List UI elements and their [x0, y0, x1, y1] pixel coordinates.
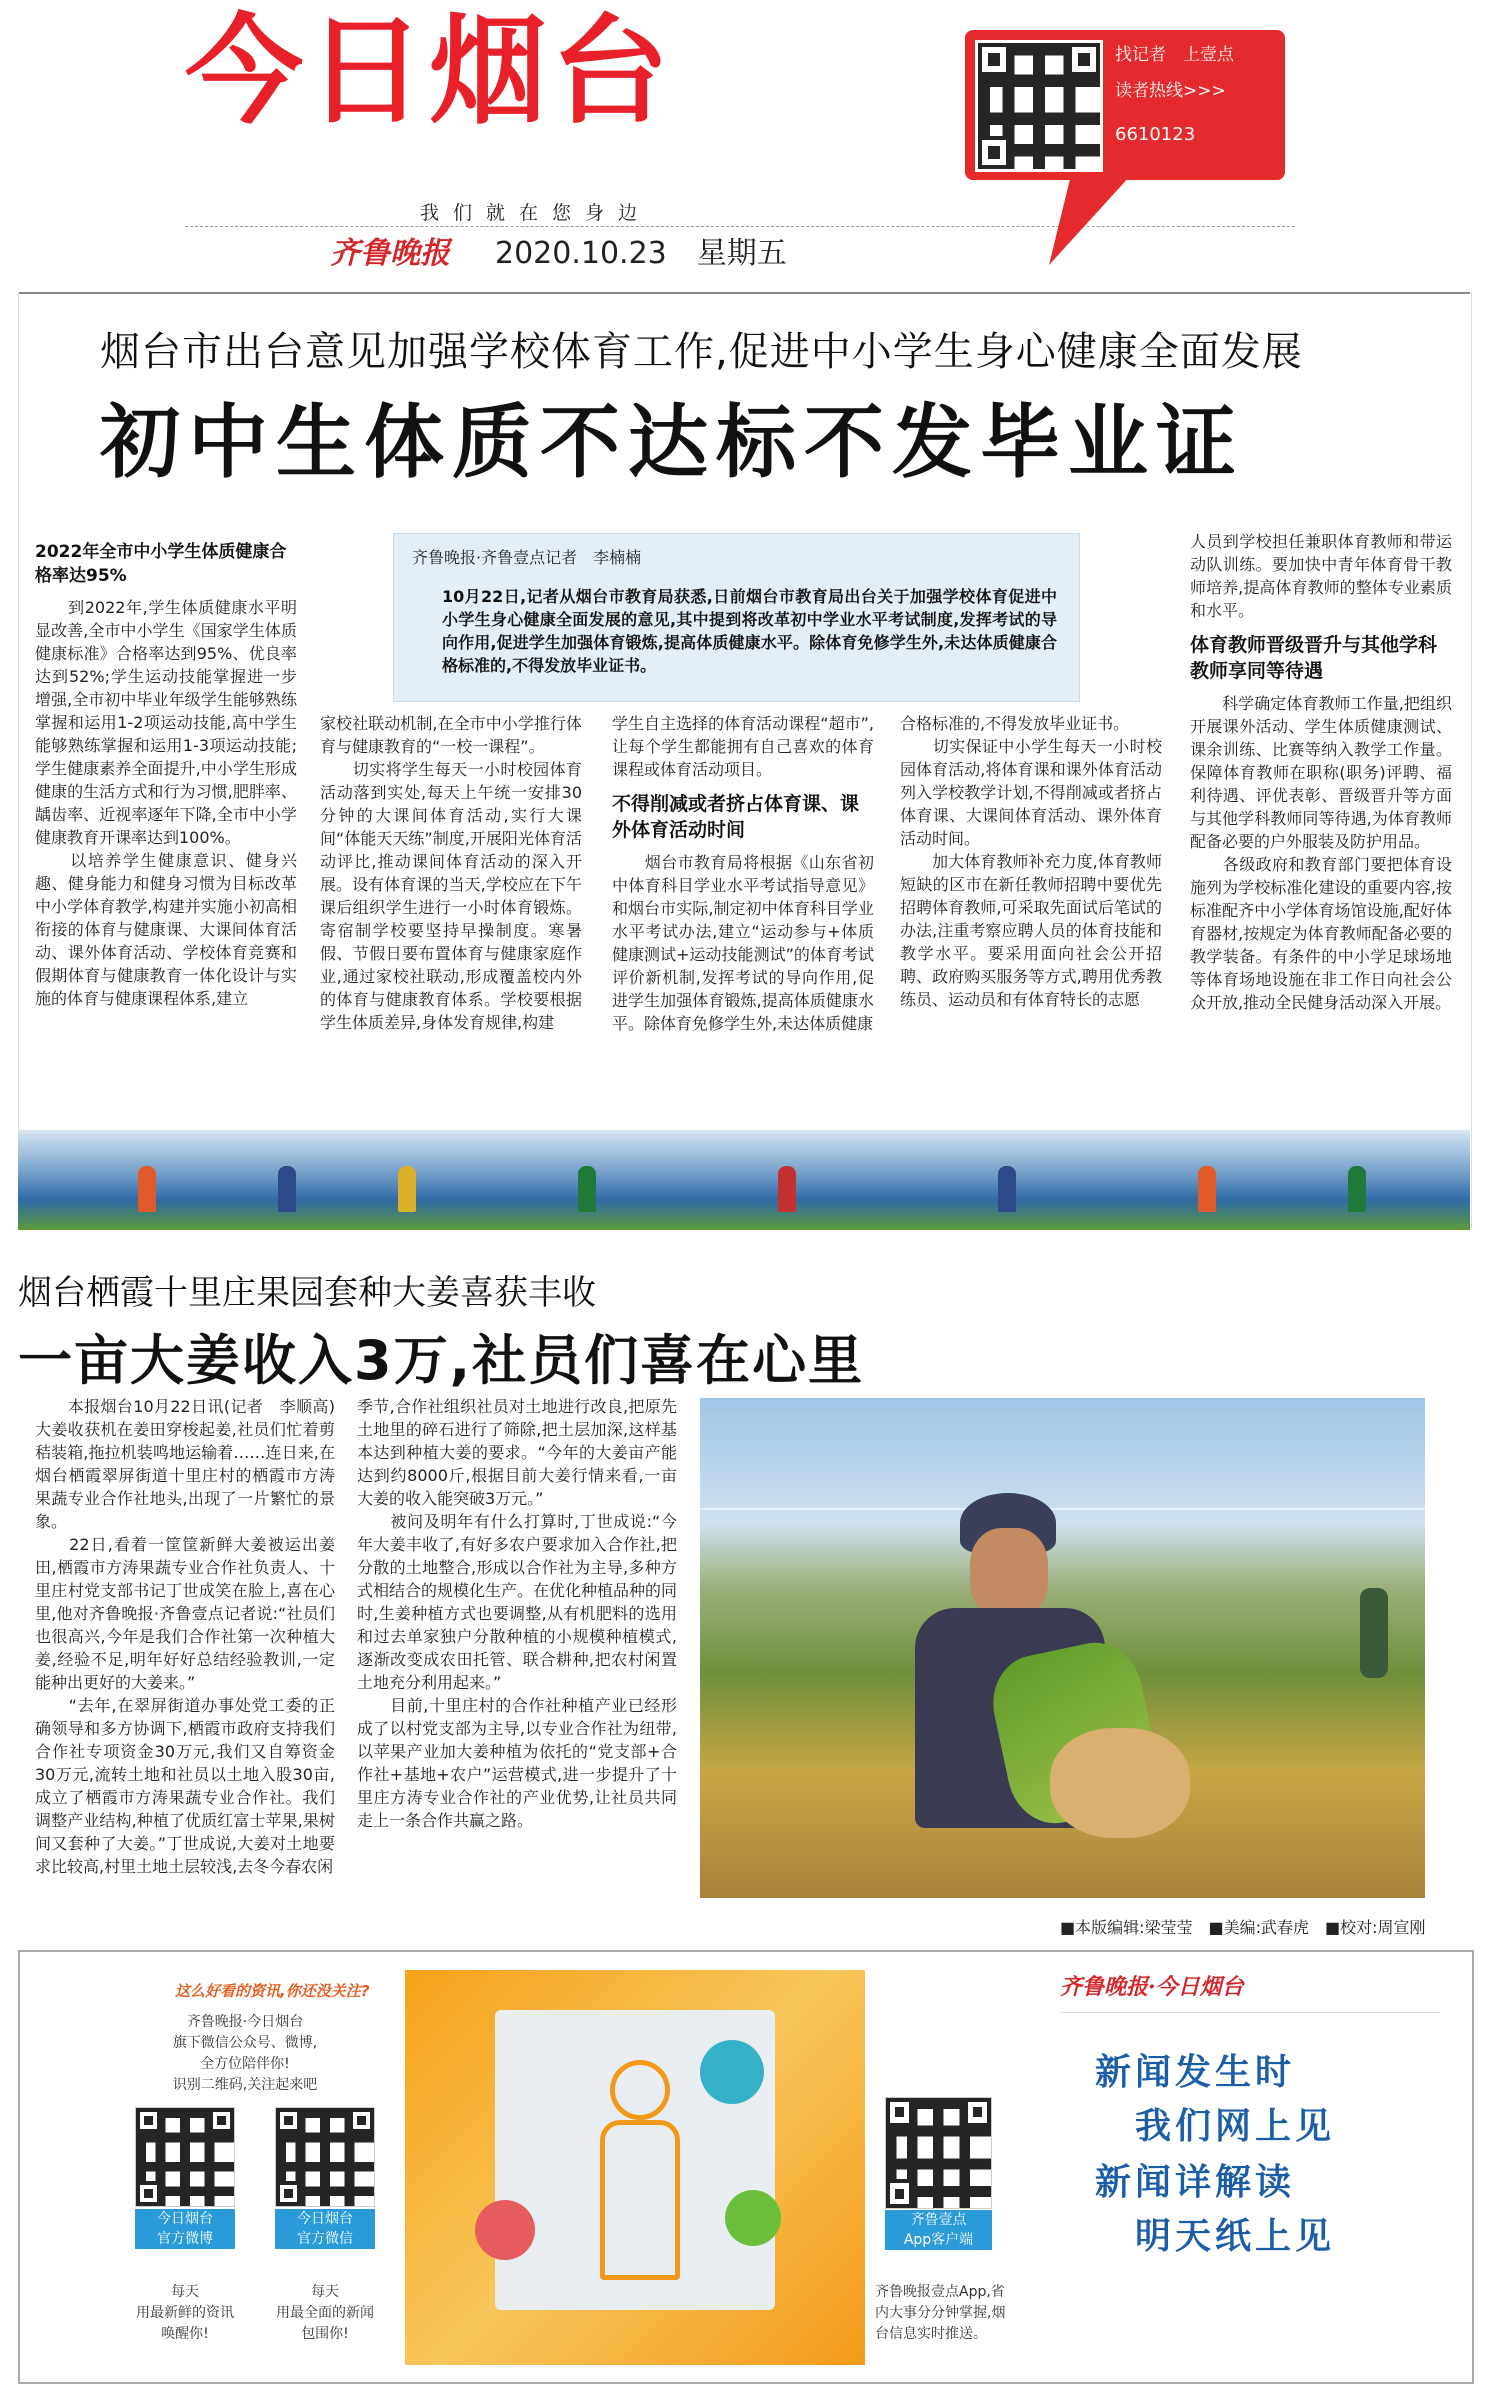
article-1-col4-text: 合格标准的,不得发放毕业证书。 切实保证中小学生每天一小时校园体育活动,将体育课和课外体育活动列入学校教学计划,不得削减或者挤占体育课、大课间体育活动、课外体育活动时间。 加大体育教师补充力度,体育教师短缺的区市在新任教师招聘中要优先招聘体育教师,可采取先面试后笔试的办法,注重考察应聘人员的体育技能和教学水平。要采用面向社会公开招聘、政府购买服务等方式,聘用优秀教练员、运动员和有体育特长的志愿: [900, 714, 1162, 1009]
farmer-ginger-photo: [700, 1398, 1425, 1898]
qr-badge: [965, 30, 1285, 180]
qr-hotline: 6610123: [1115, 124, 1196, 145]
ad-brand: 齐鲁晚报·今日烟台: [1060, 1974, 1244, 2000]
article-2-kicker: 烟台栖霞十里庄果园套种大姜喜获丰收: [18, 1273, 596, 1313]
ad-intro: 齐鲁晚报·今日烟台 旗下微信公众号、微博, 全方位陪伴你! 识别二维码,关注起来吧: [172, 2014, 318, 2093]
article-2-col1-text: 本报烟台10月22日讯(记者 李顺高) 大姜收获机在姜田穿梭起姜,社员们忙着剪秸装箱,拖拉机装鸣地运输着……连日来,在烟台栖霞翠屏街道十里庄村的栖霞市方涛果蔬专业合作社地头,出现了一片繁忙的景象。 22日,看着一筐筐新鲜大姜被运出姜田,栖霞市方涛果蔬专业合作社负责人、十里庄村党支部书记丁世成笑在脸上,喜在心里,他对齐鲁晚报·齐鲁壹点记者说:“社员们也很高兴,今年是我们合作社第一次种植大姜,经验不足,明年好好总结经验教训,一定能种出更好的大姜来。” “去年,在翠屏街道办事处党工委的正确领导和多方协调下,栖霞市政府支持我们合作社专项资金30万元,我们又自筹资金30万元,流转土地和社员以土地入股30亩,成立了栖霞市方涛果蔬专业合作社。我们调整产业结构,种植了优质红富士苹果,果树间又套种了大姜。”丁世成说,大姜对土地要求比较高,村里土地土层较浅,去冬今春农闲: [35, 1397, 335, 1876]
photo-wire: [700, 1508, 1425, 1510]
qr-code-app[interactable]: [885, 2097, 992, 2209]
worker-figure: [1360, 1588, 1388, 1678]
article-1-col5-text-2: 科学确定体育教师工作量,把组织开展课外活动、学生体质健康测试、课余训练、比赛等纳入教学工作量。保障体育教师在职称(职务)评聘、福利待遇、评优表彰、晋级晋升等方面与其他学科教师同等待遇,为体育教师配备必要的户外服装及防护用品。 各级政府和教育部门要把体育设施列为学校标准化建设的重要内容,按标准配齐中小学体育场馆设施,配好体育器材,按规定为体育教师配备必要的教学装备。有条件的中小学足球场地等体育场地设施在非工作日向社会公众开放,推动全民健身活动深入开展。: [1190, 694, 1452, 1012]
article-1-col2-text: 家校社联动机制,在全市中小学推行体育与健康教育的“一校一课程”。 切实将学生每天一小时校园体育活动落到实处,每天上午统一安排30分钟的大课间体育活动,实行大课间“体能天天练”制度,开展阳光体育活动评比,推动课间体育活动的深入开展。设有体育课的当天,学校应在下午课后组织学生进行一小时体育锻炼。寄宿制学校要坚持早操制度。寒暑假、节假日要布置体育与健康家庭作业,通过家校社联动,形成覆盖校内外的体育与健康教育体系。学校要根据学生体质差异,身体发育规律,构建: [320, 714, 582, 1032]
masthead-slogan: 我们就在您身边: [420, 202, 652, 224]
qr-weibo-label: 今日烟台 官方微博: [135, 2209, 235, 2249]
article-1-subhead-1: 2022年全市中小学生体质健康合格率达95%: [35, 542, 287, 586]
article-1-col5-text: 人员到学校担任兼职体育教师和带运动队训练。要加快中青年体育骨干教师培养,提高体育教师的整体专业素质和水平。: [1190, 532, 1452, 620]
qr-wechat-caption: 每天 用最全面的新闻 包围你!: [276, 2284, 374, 2342]
ad-slogan-2: 我们网上见: [1135, 2105, 1336, 2147]
article-1-subhead-3: 体育教师晋级晋升与其他学科教师享同等待遇: [1190, 634, 1438, 682]
article-2-headline: 一亩大姜收入3万,社员们喜在心里: [18, 1329, 865, 1392]
farmer-face: [970, 1528, 1048, 1618]
qr-line-2: 读者热线>>>: [1115, 81, 1226, 101]
ad-slogan-4: 明天纸上见: [1135, 2215, 1336, 2257]
brand-logo: 齐鲁晚报: [330, 236, 450, 271]
article-1-subhead-2: 不得削减或者挤占体育课、课外体育活动时间: [612, 793, 860, 841]
qr-app-caption: 齐鲁晚报壹点App,省内大事分分钟掌握,烟台信息实时推送。: [875, 2284, 1006, 2342]
sport-figure-icon: [1348, 1166, 1366, 1212]
article-1-column-3: [612, 712, 874, 1035]
article-1-lead: 10月22日,记者从烟台市教育局获悉,日前烟台市教育局出台关于加强学校体育促进中小学生身心健康全面发展的意见,其中提到将改革初中学业水平考试制度,发挥考试的导向作用,促进学生加强体育锻炼,提高体质健康水平。除体育免修学生外,未达体质健康合格标准的,不得发放毕业证书。: [442, 587, 1057, 675]
wechat-bubble-icon: [725, 2190, 781, 2246]
ad-slogan-1: 新闻发生时: [1095, 2051, 1296, 2093]
article-1-column-5: [1190, 530, 1452, 1014]
issue-weekday: 星期五: [696, 236, 787, 271]
sport-figure-icon: [998, 1166, 1016, 1212]
masthead-divider: [185, 226, 1295, 227]
article-1-col3-text-2: 烟台市教育局将根据《山东省初中体育科目学业水平考试指导意见》和烟台市实际,制定初中体育科目学业水平考试办法,建立“运动参与+体质健康测试+运动技能测试”的体育考试评价新机制,发挥考试的导向作用,促进学生加强体育锻炼,提高体质健康水平。除体育免修学生外,未达体质健康: [612, 853, 874, 1033]
qr-weibo-caption: 每天 用最新鲜的资讯 唤醒你!: [136, 2284, 234, 2342]
article-1-col3-text: 学生自主选择的体育活动课程“超市”,让每个学生都能拥有自己喜欢的体育课程或体育活动项目。: [612, 714, 874, 779]
qr-code[interactable]: [975, 40, 1103, 172]
article-1-col1-text: 到2022年,学生体质健康水平明显改善,全市中小学生《国家学生体质健康标准》合格率达到95%、优良率达到52%;学生运动技能掌握进一步增强,全市初中毕业年级学生能够熟练掌握和运用1-2项运动技能,高中学生能够熟练掌握和运用1-3项运动技能;学生健康素养全面提升,中小学生形成健康的生活方式和行为习惯,肥胖率、龋齿率、近视率逐年下降,全市中小学健康教育开课率达到100%。 以培养学生健康意识、健身兴趣、健身能力和健身习惯为目标改革中小学体育教学,构建并实施小初高相衔接的体育与健康课、大课间体育活动、课外体育活动、学校体育竞赛和假期体育与健康教育一体化设计与实施的体育与健康课程体系,建立: [35, 598, 297, 1008]
ad-top-text: 这么好看的资讯,你还没关注?: [175, 1982, 370, 2000]
sport-figure-icon: [778, 1166, 796, 1212]
qr-app-label: 齐鲁壹点 App客户端: [885, 2210, 992, 2250]
editor-credits: ■本版编辑:梁莹莹 ■美编:武春虎 ■校对:周宣刚: [1060, 1918, 1426, 1937]
masthead-title: 今日烟台: [185, 2, 674, 140]
qr-code-weibo[interactable]: [135, 2107, 235, 2207]
article-1-headline: 初中生体质不达标不发毕业证: [100, 396, 1244, 489]
issue-date: 2020.10.23 星期五: [495, 236, 787, 271]
qr-code-wechat[interactable]: [275, 2107, 375, 2207]
qr-line-1: 找记者 上壹点: [1115, 45, 1234, 65]
advertisement: [18, 1950, 1474, 2384]
sport-figure-icon: [138, 1166, 156, 1212]
ad-slogan-3: 新闻详解读: [1095, 2161, 1296, 2203]
weibo-bubble-icon: [700, 2040, 764, 2104]
article-2-col2-text: 季节,合作社组织社员对土地进行改良,把原先土地里的碎石进行了筛除,把土层加深,这样基本达到种植大姜的要求。“今年的大姜亩产能达到约8000斤,根据目前大姜行情来看,一亩大姜的收入能突破3万元。” 被问及明年有什么打算时,丁世成说:“今年大姜丰收了,有好多农户要求加入合作社,把分散的土地整合,形成以合作社为主导,多种方式相结合的规模化生产。在优化种植品种的同时,生姜种植方式也要调整,从有机肥料的选用和过去单家独户分散种植的小规模种植模式,逐渐改变成农田托管、联合耕种,把农村闲置土地充分利用起来。” 目前,十里庄村的合作社种植产业已经形成了以村党支部为主导,以专业合作社为纽带,以苹果产业加大姜种植为依托的“党支部+合作社+基地+农户”运营模式,进一步提升了十里庄方涛专业合作社的产业优势,让社员共同走上一条合作共赢之路。: [357, 1397, 678, 1830]
article-1-column-1: [35, 540, 297, 1010]
sport-figure-icon: [398, 1166, 416, 1212]
article-1-byline: 齐鲁晚报·齐鲁壹点记者 李楠楠: [412, 548, 642, 567]
sport-figure-icon: [578, 1166, 596, 1212]
person-body-icon: [600, 2120, 680, 2280]
social-bubble-icon: [475, 2200, 535, 2260]
ad-illustration: [405, 1970, 865, 2365]
person-head-icon: [610, 2060, 670, 2120]
article-1-kicker: 烟台市出台意见加强学校体育工作,促进中小学生身心健康全面发展: [100, 329, 1303, 375]
ginger-root: [1050, 1728, 1190, 1838]
sport-figure-icon: [1198, 1166, 1216, 1212]
sport-figure-icon: [278, 1166, 296, 1212]
qr-wechat-label: 今日烟台 官方微信: [275, 2209, 375, 2249]
qr-badge-tail: [1029, 175, 1131, 265]
ad-brand-rule: [1060, 2012, 1440, 2013]
sports-illustration-band: [18, 1130, 1470, 1230]
